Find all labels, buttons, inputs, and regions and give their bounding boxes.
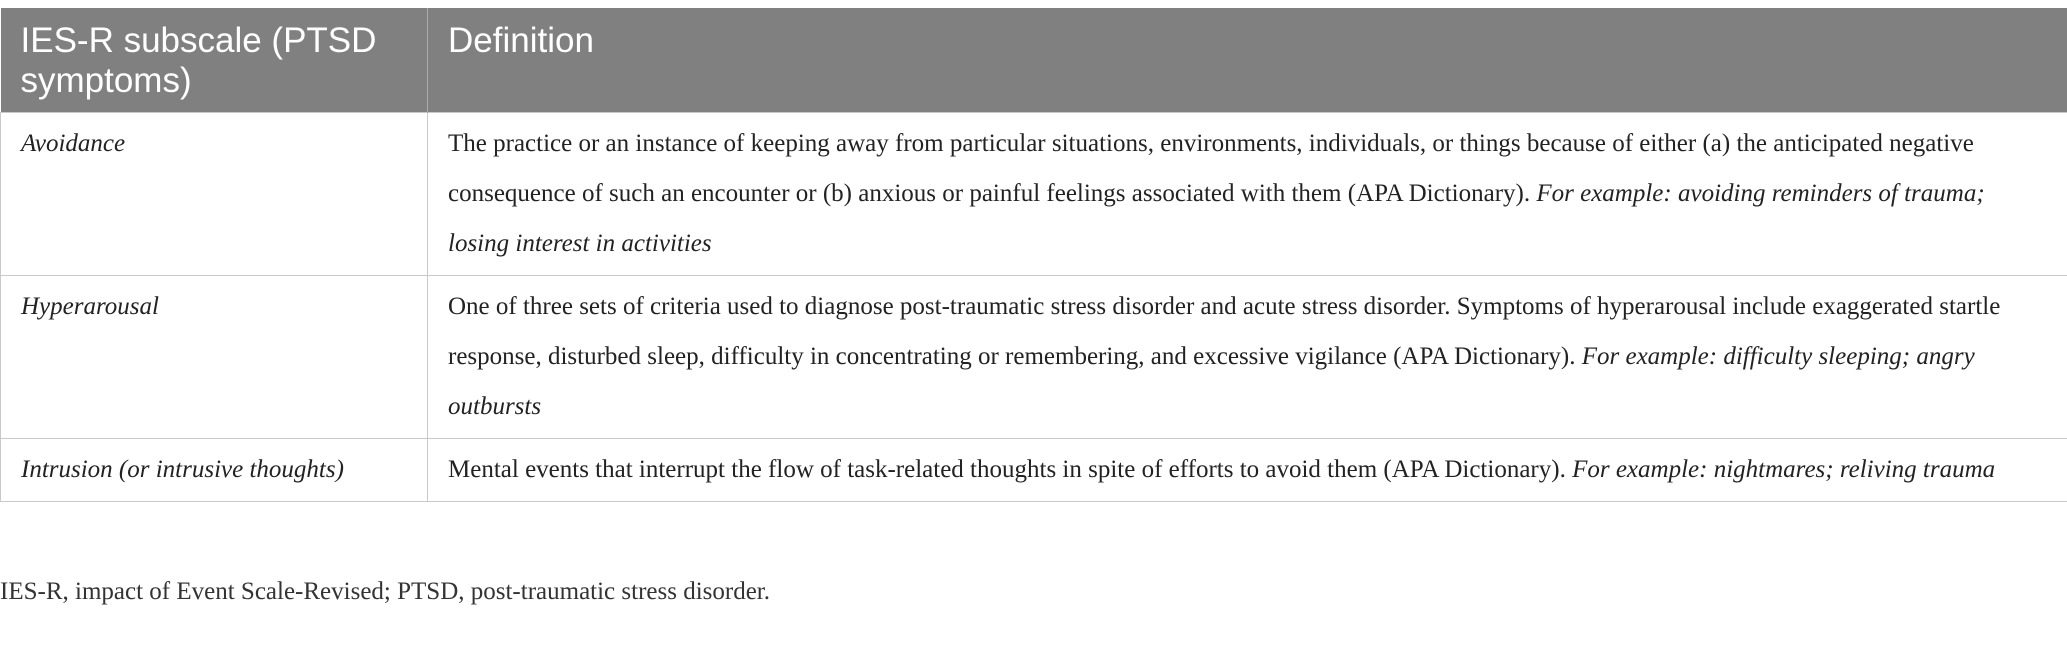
subscale-cell: Hyperarousal	[1, 276, 428, 439]
definition-cell	[428, 276, 2067, 439]
subscale-cell: Intrusion (or intrusive thoughts)	[1, 439, 428, 502]
table-footnote: IES-R, impact of Event Scale-Revised; PTSD, post-traumatic stress disorder.	[0, 578, 770, 605]
table-row	[1, 113, 2067, 276]
example-text: For example: difficulty sleeping; angry outbursts	[448, 343, 1975, 420]
header-definition: Definition	[428, 8, 2067, 113]
subscale-cell: Avoidance	[1, 113, 428, 276]
example-text: For example: avoiding reminders of trauma; losing interest in activities	[448, 180, 1985, 257]
example-text: For example: nightmares; reliving trauma	[1572, 456, 1996, 483]
definition-cell	[428, 113, 2067, 276]
definition-text: The practice or an instance of keeping away from particular situations, environments, individuals, or things because of either (a) the anticipated negative consequence of such an encounter or (b) anxious or painful feelings associated with them (APA Dictionary).	[448, 130, 1974, 207]
header-row	[1, 8, 2067, 113]
subscale-definition-table	[0, 8, 2067, 502]
table-row	[1, 439, 2067, 502]
definition-text: Mental events that interrupt the flow of task-related thoughts in spite of efforts to avoid them (APA Dictionary).	[448, 456, 1573, 483]
table-row	[1, 276, 2067, 439]
header-subscale: IES-R subscale (PTSD symptoms)	[1, 8, 428, 113]
definition-text: One of three sets of criteria used to diagnose post-traumatic stress disorder and acute stress disorder. Symptoms of hyperarousal include exaggerated startle response, disturbed sleep, difficulty in concentrating or remembering, and excessive vigilance (APA Dictionary).	[448, 293, 2001, 370]
definition-cell	[428, 439, 2067, 502]
